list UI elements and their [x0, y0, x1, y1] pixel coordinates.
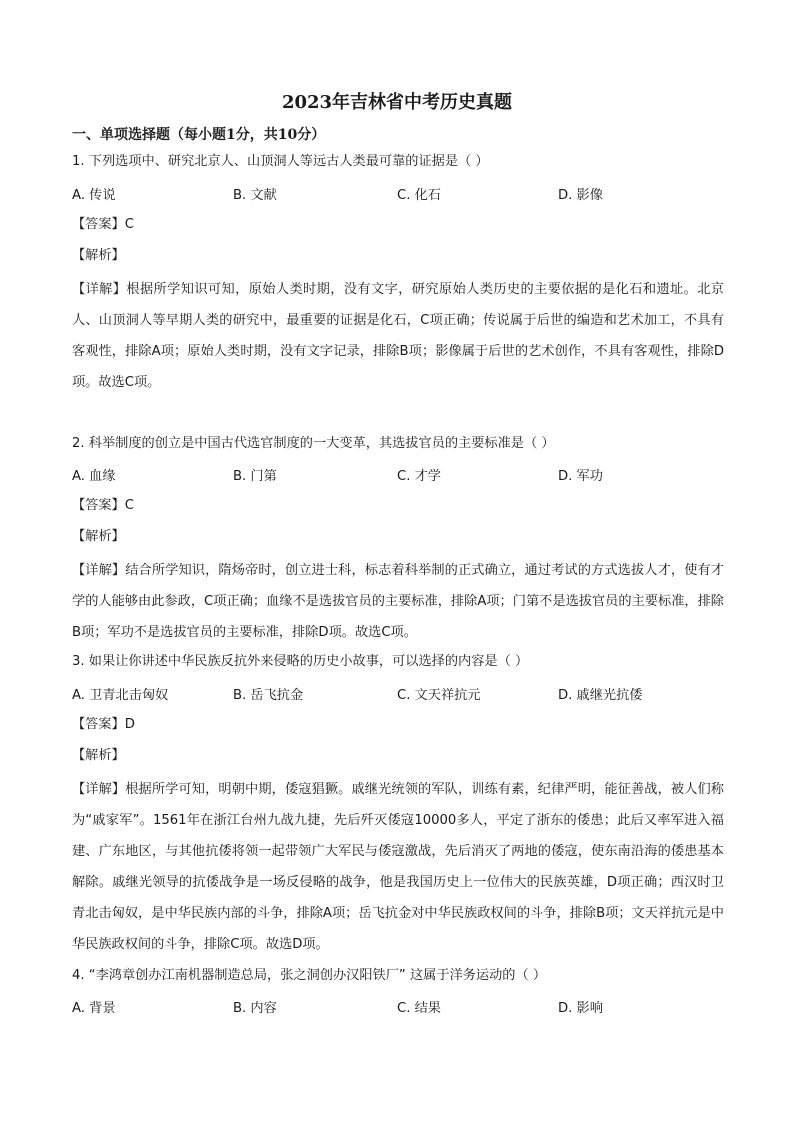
- question-1-stem: 1. 下列选项中、研究北京人、山顶洞人等远古人类最可靠的证据是（ ）: [72, 154, 489, 169]
- q2-option-b: B. 门第: [233, 469, 277, 484]
- q1-detail: 【详解】根据所学知识可知，原始人类时期，没有文字，研究原始人类历史的主要依据的是化石和遗址。北京人、山顶洞人等早期人类的研究中，最重要的证据是化石，C项正确；传说属于后世的编造和艺术加工，不具有客观性，排除A项；原始人类时期，没有文字记录，排除B项；影像属于后世的艺术创作，不具有客观性，排除D项。故选C项。: [72, 282, 724, 390]
- q1-option-d: D. 影像: [558, 188, 603, 203]
- q1-answer: 【答案】C: [72, 217, 134, 232]
- q3-answer: 【答案】D: [72, 717, 135, 732]
- q1-option-b: B. 文献: [233, 188, 277, 203]
- question-3-stem: 3. 如果让你讲述中华民族反抗外来侵略的历史小故事，可以选择的内容是（ ）: [72, 654, 529, 669]
- question-2-stem: 2. 科举制度的创立是中国古代选官制度的一大变革，其选拔官员的主要标准是（ ）: [72, 436, 555, 451]
- q2-option-d: D. 军功: [558, 469, 603, 484]
- q3-option-a: A. 卫青北击匈奴: [72, 688, 169, 703]
- q3-analysis-label: 【解析】: [72, 748, 125, 763]
- q2-analysis-label: 【解析】: [72, 529, 125, 544]
- section-heading: 一、单项选择题（每小题1分，共10分）: [72, 127, 326, 143]
- q2-answer: 【答案】C: [72, 498, 134, 513]
- q2-option-a: A. 血缘: [72, 469, 116, 484]
- q2-option-c: C. 才学: [397, 469, 441, 484]
- q4-option-c: C. 结果: [397, 1001, 441, 1016]
- q3-option-c: C. 文天祥抗元: [397, 688, 481, 703]
- q3-option-d: D. 戚继光抗倭: [558, 688, 643, 703]
- q2-detail: 【详解】结合所学知识，隋炀帝时，创立进士科，标志着科举制的正式确立，通过考试的方式选拔人才，使有才学的人能够由此参政，C项正确；血缘不是选拔官员的主要标准，排除A项；门第不是选拔官员的主要标准，排除B项；军功不是选拔官员的主要标准，排除D项。故选C项。: [72, 563, 724, 640]
- q1-option-a: A. 传说: [72, 188, 116, 203]
- question-4-stem: 4. “李鸿章创办江南机器制造总局，张之洞创办汉阳铁厂” 这属于洋务运动的（ ）: [72, 968, 547, 983]
- exam-title: 2023年吉林省中考历史真题: [281, 92, 513, 113]
- q4-option-a: A. 背景: [72, 1001, 116, 1016]
- q1-option-c: C. 化石: [397, 188, 441, 203]
- q4-option-b: B. 内容: [233, 1001, 277, 1016]
- q4-option-d: D. 影响: [558, 1001, 603, 1016]
- q3-detail: 【详解】根据所学可知，明朝中期，倭寇猖獗。戚继光统领的军队，训练有素，纪律严明，能征善战，被人们称为“戚家军”。1561年在浙江台州九战九捷，先后歼灭倭寇10000多人，平定了浙东的倭患；此后又率军进入福建、广东地区，与其他抗倭将领一起带领广大军民与倭寇激战，先后消灭了两地的倭寇，使东南沿海的倭患基本解除。戚继光领导的抗倭战争是一场反侵略的战争，他是我国历史上一位伟大的民族英雄，D项正确；西汉时卫青北击匈奴，是中华民族内部的斗争，排除A项；岳飞抗金对中华民族政权间的斗争，排除B项；文天祥抗元是中华民族政权间的斗争，排除C项。故选D项。: [72, 782, 724, 952]
- q3-option-b: B. 岳飞抗金: [233, 688, 304, 703]
- q1-analysis-label: 【解析】: [72, 248, 125, 263]
